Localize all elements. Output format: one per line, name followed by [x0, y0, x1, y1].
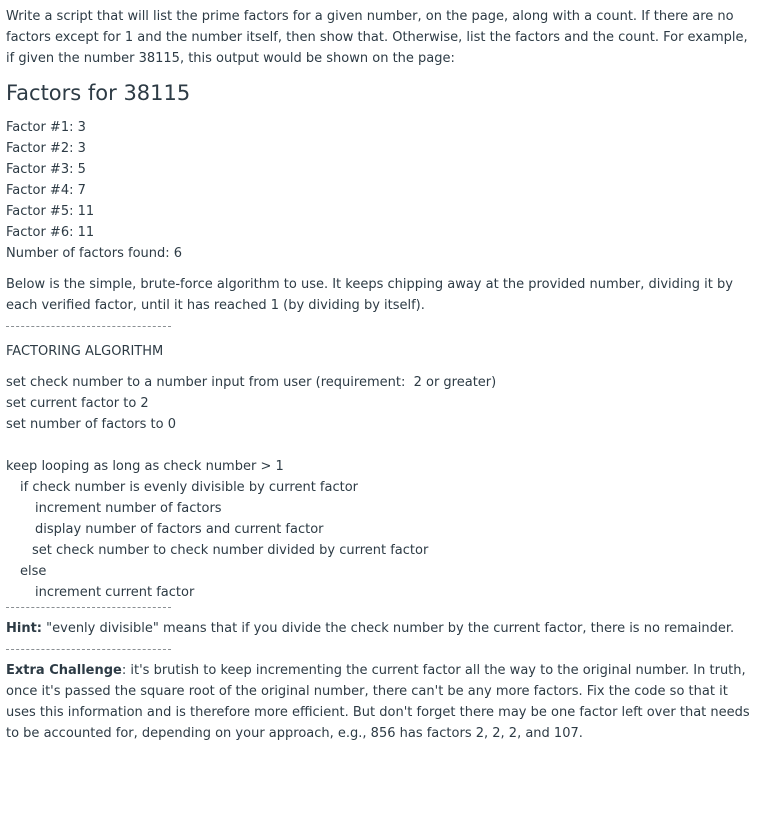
example-heading: Factors for 38115 [6, 81, 191, 105]
divider [6, 607, 171, 608]
hint-label: Hint: [6, 621, 43, 636]
factor-line: Factor #4: 7 [6, 183, 86, 198]
algo-setup-line: set check number to a number input from user (requirement: 2 or greater) [6, 375, 497, 390]
algorithm-title: FACTORING ALGORITHM [6, 344, 164, 359]
algo-divide-line: set check number to check number divided by current factor [32, 543, 429, 558]
factor-list [6, 117, 751, 264]
algo-loop-line: keep looping as long as check number > 1 [6, 459, 284, 474]
extra-challenge-paragraph [6, 660, 751, 744]
factor-line: Factor #2: 3 [6, 141, 86, 156]
algo-if-body-line: increment number of factors [35, 501, 222, 516]
hint-paragraph [6, 618, 751, 639]
factor-count: Number of factors found: 6 [6, 246, 183, 261]
extra-challenge-label: Extra Challenge [6, 663, 122, 678]
divider [6, 326, 171, 327]
algo-else-line: else [20, 564, 47, 579]
factor-line: Factor #5: 11 [6, 204, 95, 219]
algorithm-description: Below is the simple, brute-force algorithm to use. It keeps chipping away at the provided number, dividing it by each verified factor, until it has reached 1 (by dividing by itself). [6, 277, 733, 313]
algo-if-line: if check number is evenly divisible by current factor [20, 480, 359, 495]
algo-else-body-line: increment current factor [35, 585, 195, 600]
algo-setup-line: set current factor to 2 [6, 396, 149, 411]
factor-line: Factor #6: 11 [6, 225, 95, 240]
hint-text: "evenly divisible" means that if you divide the check number by the current factor, there is no remainder. [42, 621, 735, 636]
divider [6, 649, 171, 650]
spacer [6, 435, 751, 456]
algo-setup-line: set number of factors to 0 [6, 417, 176, 432]
algorithm-block [6, 372, 751, 603]
factor-line: Factor #3: 5 [6, 162, 86, 177]
intro-paragraph: Write a script that will list the prime factors for a given number, on the page, along with a count. If there are no factors except for 1 and the number itself, then show that. Otherwise, list the factors and the count. For example, if given the number 38115, this output would be shown on the page: [6, 9, 748, 66]
extra-challenge-text: : it's brutish to keep incrementing the current factor all the way to the original number. In truth, once it's passed the square root of the original number, there can't be any more factors. Fix the code so that it uses this information and is therefore more efficient. But don't forget there may be one factor left over that needs to be accounted for, depending on your approach, e.g., 856 has factors 2, 2, 2, and 107. [6, 663, 750, 741]
algo-if-body-line: display number of factors and current factor [35, 522, 324, 537]
factor-line: Factor #1: 3 [6, 120, 86, 135]
